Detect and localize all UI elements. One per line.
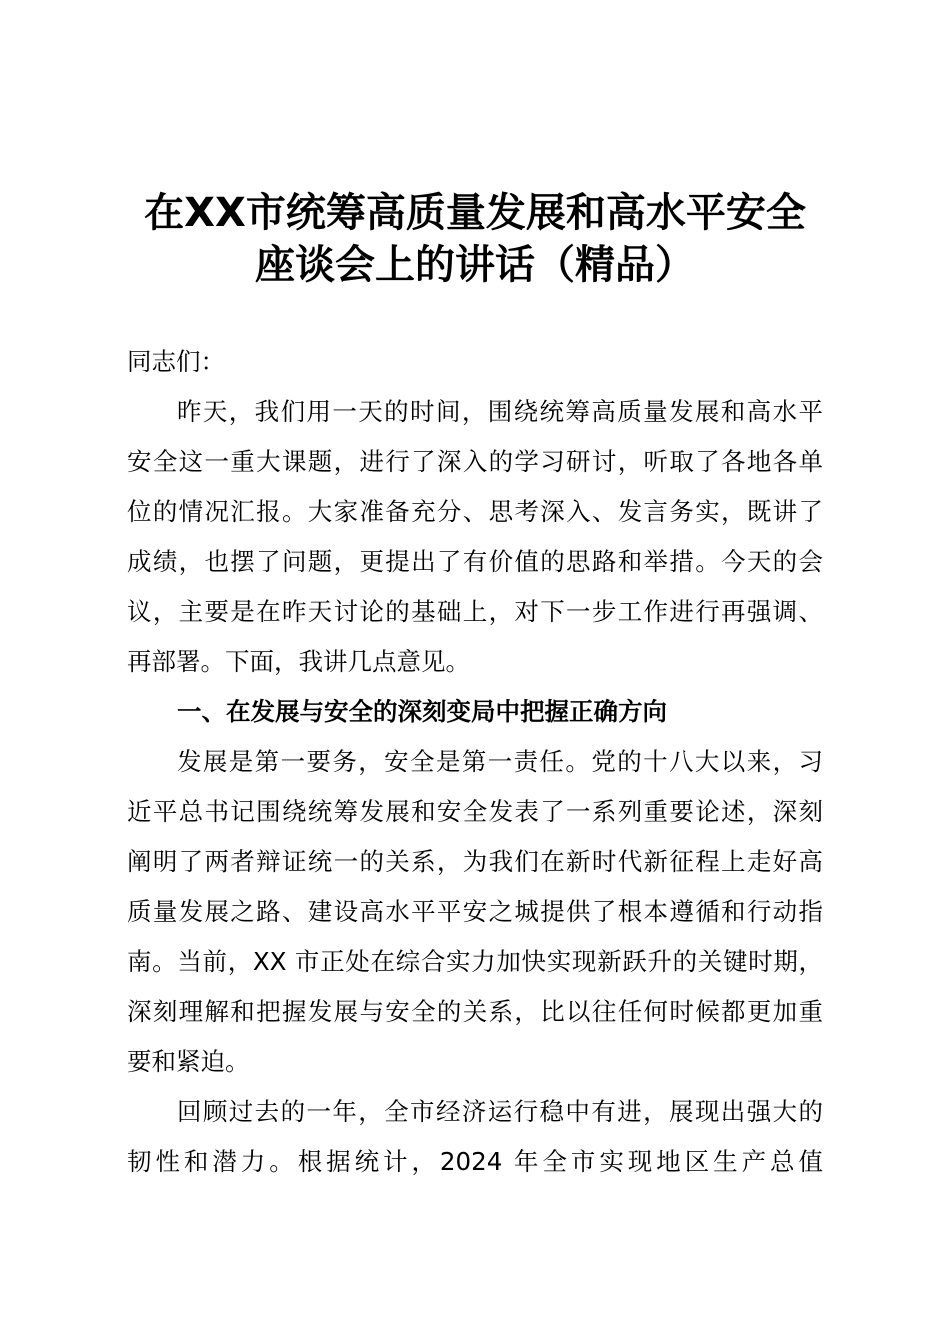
text-line: 要和紧迫。 bbox=[127, 1047, 250, 1076]
paragraph bbox=[127, 1087, 823, 1187]
text-line: 近平总书记围绕统筹发展和安全发表了一系列重要论述，深刻 bbox=[127, 797, 823, 826]
text-line: 安全这一重大课题，进行了深入的学习研讨，听取了各地各单 bbox=[127, 447, 823, 476]
text-line: 阐明了两者辩证统一的关系，为我们在新时代新征程上走好高 bbox=[127, 847, 823, 876]
paragraph bbox=[127, 387, 823, 687]
text-line: 韧性和潜力。根据统计，2024 年全市实现地区生产总值 bbox=[127, 1147, 823, 1176]
text-line: 回顾过去的一年，全市经济运行稳中有进，展现出强大的 bbox=[177, 1097, 823, 1126]
text-line: 议，主要是在昨天讨论的基础上，对下一步工作进行再强调、 bbox=[127, 597, 823, 626]
document-title-line-1: 在XX市统筹高质量发展和高水平安全 bbox=[144, 190, 806, 236]
document-title-line-2: 座谈会上的讲话（精品） bbox=[255, 242, 695, 288]
document-body bbox=[127, 337, 823, 1187]
salutation: 同志们： bbox=[127, 347, 225, 376]
paragraph bbox=[127, 737, 823, 1087]
text-line: 质量发展之路、建设高水平平安之城提供了根本遵循和行动指 bbox=[127, 897, 823, 926]
text-line: 位的情况汇报。大家准备充分、思考深入、发言务实，既讲了 bbox=[127, 497, 823, 526]
section-heading bbox=[127, 687, 823, 737]
text-line: 成绩，也摆了问题，更提出了有价值的思路和举措。今天的会 bbox=[127, 547, 823, 576]
text-line: 发展是第一要务，安全是第一责任。党的十八大以来，习 bbox=[177, 747, 823, 776]
text-line: 再部署。下面，我讲几点意见。 bbox=[127, 647, 470, 676]
text-line: 昨天，我们用一天的时间，围绕统筹高质量发展和高水平 bbox=[177, 397, 823, 426]
text-line: 南。当前，XX 市正处在综合实力加快实现新跃升的关键时期， bbox=[127, 947, 823, 976]
text-line: 一、在发展与安全的深刻变局中把握正确方向 bbox=[177, 697, 667, 726]
text-line: 深刻理解和把握发展与安全的关系，比以往任何时候都更加重 bbox=[127, 997, 823, 1026]
